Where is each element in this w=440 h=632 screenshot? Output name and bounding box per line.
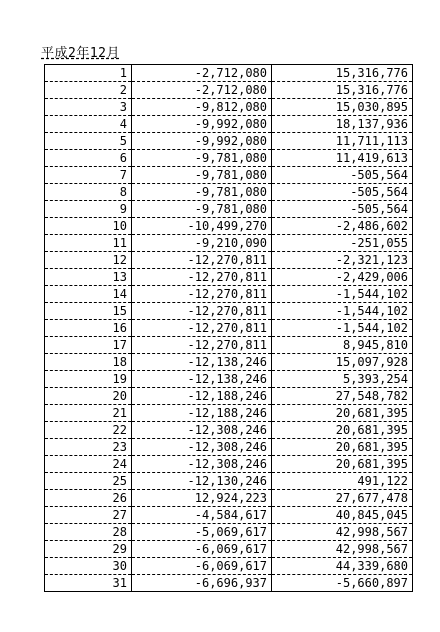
- day-cell[interactable]: 16: [45, 320, 132, 337]
- day-cell[interactable]: 19: [45, 371, 132, 388]
- table-row: [45, 99, 413, 116]
- table-row: [45, 575, 413, 592]
- value-b-cell[interactable]: -505,564: [272, 167, 413, 184]
- table-row: [45, 235, 413, 252]
- table-row: [45, 490, 413, 507]
- value-b-cell[interactable]: -1,544,102: [272, 320, 413, 337]
- day-cell[interactable]: 18: [45, 354, 132, 371]
- value-b-cell[interactable]: 15,316,776: [272, 82, 413, 99]
- day-cell[interactable]: 25: [45, 473, 132, 490]
- table-row: [45, 507, 413, 524]
- value-a-cell[interactable]: -12,270,811: [132, 286, 272, 303]
- value-b-cell[interactable]: 20,681,395: [272, 456, 413, 473]
- value-a-cell[interactable]: -9,992,080: [132, 133, 272, 150]
- day-cell[interactable]: 6: [45, 150, 132, 167]
- value-a-cell[interactable]: -9,781,080: [132, 167, 272, 184]
- value-b-cell[interactable]: -505,564: [272, 184, 413, 201]
- value-a-cell[interactable]: -9,781,080: [132, 150, 272, 167]
- table-row: [45, 133, 413, 150]
- value-b-cell[interactable]: 27,677,478: [272, 490, 413, 507]
- value-a-cell[interactable]: -12,308,246: [132, 422, 272, 439]
- value-b-cell[interactable]: 44,339,680: [272, 558, 413, 575]
- value-a-cell[interactable]: -12,270,811: [132, 269, 272, 286]
- ledger-body: [45, 65, 413, 592]
- value-b-cell[interactable]: 11,419,613: [272, 150, 413, 167]
- value-a-cell[interactable]: -9,781,080: [132, 184, 272, 201]
- value-b-cell[interactable]: 20,681,395: [272, 405, 413, 422]
- table-row: [45, 82, 413, 99]
- value-b-cell[interactable]: 5,393,254: [272, 371, 413, 388]
- table-row: [45, 354, 413, 371]
- value-b-cell[interactable]: 15,316,776: [272, 65, 413, 82]
- value-a-cell[interactable]: 12,924,223: [132, 490, 272, 507]
- value-a-cell[interactable]: -9,812,080: [132, 99, 272, 116]
- value-a-cell[interactable]: -12,188,246: [132, 388, 272, 405]
- day-cell[interactable]: 23: [45, 439, 132, 456]
- table-row: [45, 405, 413, 422]
- value-a-cell[interactable]: -2,712,080: [132, 82, 272, 99]
- value-b-cell[interactable]: 40,845,045: [272, 507, 413, 524]
- day-cell[interactable]: 26: [45, 490, 132, 507]
- value-a-cell[interactable]: -4,584,617: [132, 507, 272, 524]
- table-row: [45, 473, 413, 490]
- value-b-cell[interactable]: -2,486,602: [272, 218, 413, 235]
- table-row: [45, 439, 413, 456]
- value-b-cell[interactable]: 18,137,936: [272, 116, 413, 133]
- day-cell[interactable]: 15: [45, 303, 132, 320]
- value-a-cell[interactable]: -12,270,811: [132, 303, 272, 320]
- table-row: [45, 558, 413, 575]
- value-a-cell[interactable]: -6,069,617: [132, 541, 272, 558]
- table-row: [45, 286, 413, 303]
- value-a-cell[interactable]: -6,069,617: [132, 558, 272, 575]
- day-cell[interactable]: 8: [45, 184, 132, 201]
- value-a-cell[interactable]: -12,308,246: [132, 456, 272, 473]
- day-cell[interactable]: 29: [45, 541, 132, 558]
- value-a-cell[interactable]: -9,992,080: [132, 116, 272, 133]
- value-a-cell[interactable]: -10,499,270: [132, 218, 272, 235]
- day-cell[interactable]: 30: [45, 558, 132, 575]
- table-row: [45, 201, 413, 218]
- value-b-cell[interactable]: 491,122: [272, 473, 413, 490]
- value-b-cell[interactable]: 11,711,113: [272, 133, 413, 150]
- day-cell[interactable]: 12: [45, 252, 132, 269]
- day-cell[interactable]: 20: [45, 388, 132, 405]
- value-a-cell[interactable]: -2,712,080: [132, 65, 272, 82]
- value-b-cell[interactable]: -1,544,102: [272, 303, 413, 320]
- day-cell[interactable]: 9: [45, 201, 132, 218]
- value-a-cell[interactable]: -12,130,246: [132, 473, 272, 490]
- day-cell[interactable]: 14: [45, 286, 132, 303]
- value-a-cell[interactable]: -5,069,617: [132, 524, 272, 541]
- value-b-cell[interactable]: 15,097,928: [272, 354, 413, 371]
- day-cell[interactable]: 22: [45, 422, 132, 439]
- day-cell[interactable]: 2: [45, 82, 132, 99]
- value-b-cell[interactable]: 8,945,810: [272, 337, 413, 354]
- table-row: [45, 320, 413, 337]
- table-row: [45, 337, 413, 354]
- value-b-cell[interactable]: -2,429,006: [272, 269, 413, 286]
- value-a-cell[interactable]: -9,210,090: [132, 235, 272, 252]
- value-b-cell[interactable]: 15,030,895: [272, 99, 413, 116]
- value-a-cell[interactable]: -12,188,246: [132, 405, 272, 422]
- value-a-cell[interactable]: -12,138,246: [132, 371, 272, 388]
- value-a-cell[interactable]: -9,781,080: [132, 201, 272, 218]
- day-cell[interactable]: 5: [45, 133, 132, 150]
- day-cell[interactable]: 17: [45, 337, 132, 354]
- value-a-cell[interactable]: -12,308,246: [132, 439, 272, 456]
- value-a-cell[interactable]: -12,270,811: [132, 320, 272, 337]
- day-cell[interactable]: 24: [45, 456, 132, 473]
- value-b-cell[interactable]: -505,564: [272, 201, 413, 218]
- value-a-cell[interactable]: -12,270,811: [132, 252, 272, 269]
- day-cell[interactable]: 11: [45, 235, 132, 252]
- value-a-cell[interactable]: -12,138,246: [132, 354, 272, 371]
- value-b-cell[interactable]: -2,321,123: [272, 252, 413, 269]
- value-a-cell[interactable]: -12,270,811: [132, 337, 272, 354]
- value-b-cell[interactable]: -5,660,897: [272, 575, 413, 592]
- table-row: [45, 371, 413, 388]
- table-row: [45, 269, 413, 286]
- table-row: [45, 65, 413, 82]
- sheet-title: 平成2年12月: [41, 46, 120, 61]
- table-row: [45, 456, 413, 473]
- table-row: [45, 541, 413, 558]
- day-cell[interactable]: 3: [45, 99, 132, 116]
- table-row: [45, 524, 413, 541]
- table-row: [45, 303, 413, 320]
- table-row: [45, 167, 413, 184]
- day-cell[interactable]: 31: [45, 575, 132, 592]
- table-row: [45, 218, 413, 235]
- table-row: [45, 422, 413, 439]
- table-row: [45, 252, 413, 269]
- value-b-cell[interactable]: 20,681,395: [272, 422, 413, 439]
- day-cell[interactable]: 7: [45, 167, 132, 184]
- table-row: [45, 388, 413, 405]
- value-b-cell[interactable]: 20,681,395: [272, 439, 413, 456]
- day-cell[interactable]: 28: [45, 524, 132, 541]
- value-b-cell[interactable]: -251,055: [272, 235, 413, 252]
- value-b-cell[interactable]: 42,998,567: [272, 524, 413, 541]
- day-cell[interactable]: 27: [45, 507, 132, 524]
- day-cell[interactable]: 10: [45, 218, 132, 235]
- value-a-cell[interactable]: -6,696,937: [132, 575, 272, 592]
- day-cell[interactable]: 4: [45, 116, 132, 133]
- value-b-cell[interactable]: 42,998,567: [272, 541, 413, 558]
- day-cell[interactable]: 1: [45, 65, 132, 82]
- day-cell[interactable]: 13: [45, 269, 132, 286]
- table-row: [45, 150, 413, 167]
- value-b-cell[interactable]: 27,548,782: [272, 388, 413, 405]
- table-row: [45, 184, 413, 201]
- ledger-table: [44, 64, 413, 592]
- table-row: [45, 116, 413, 133]
- value-b-cell[interactable]: -1,544,102: [272, 286, 413, 303]
- day-cell[interactable]: 21: [45, 405, 132, 422]
